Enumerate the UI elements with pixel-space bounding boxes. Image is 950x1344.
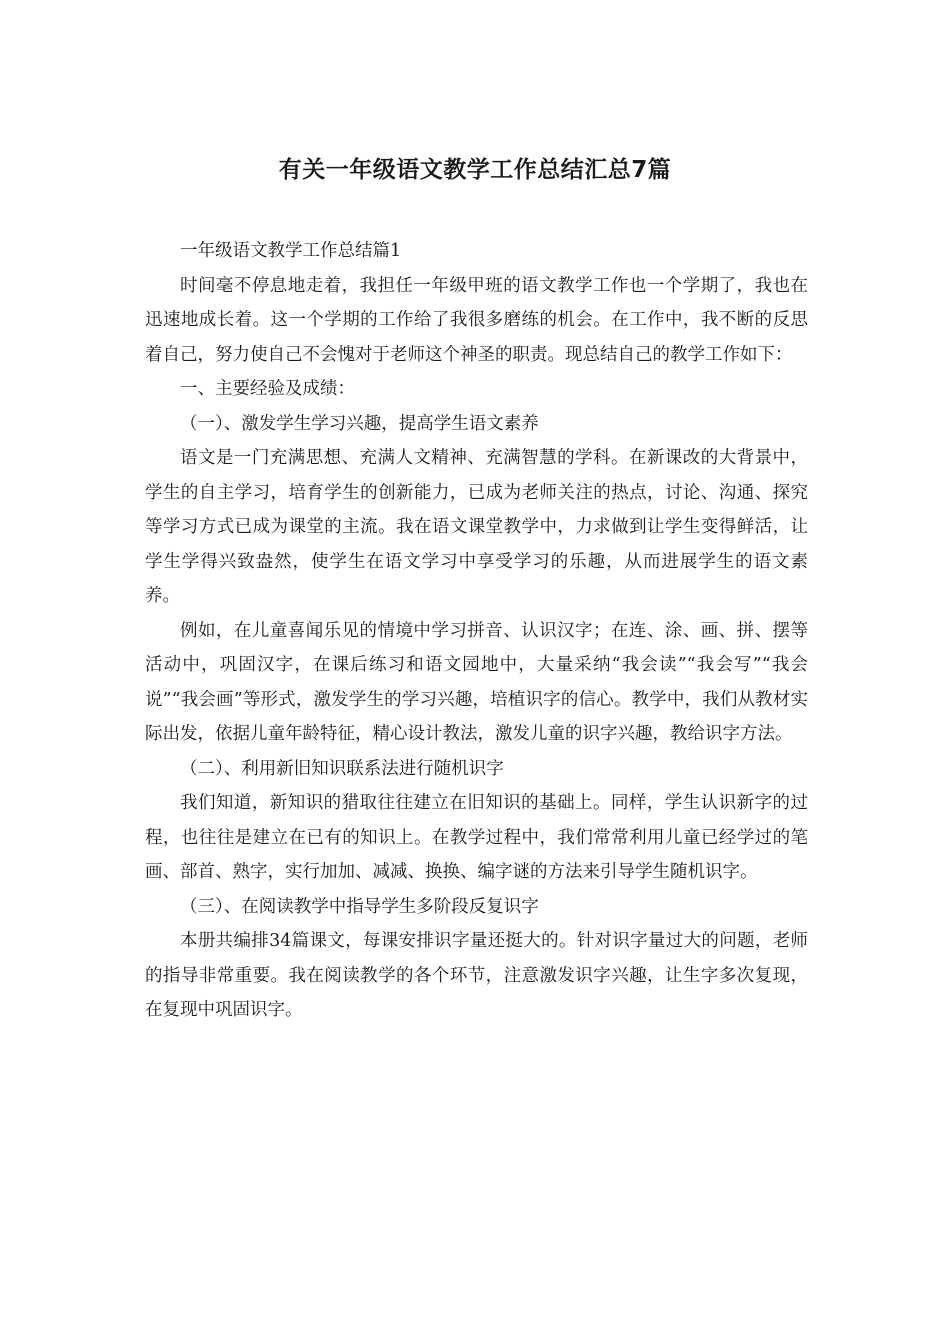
paragraph: 本册共编排34篇课文，每课安排识字量还挺大的。针对识字量过大的问题，老师的指导非常重要。我在阅读教学的各个环节，注意激发识字兴趣，让生字多次复现，在复现中巩固识字。 — [145, 931, 808, 1020]
subsection-heading: （一）、激发学生学习兴趣，提高学生语文素养 — [180, 413, 539, 434]
subsection-heading: （二）、利用新旧知识联系法进行随机识字 — [180, 758, 504, 779]
section-heading: 一、主要经验及成绩： — [180, 379, 355, 399]
document-body — [145, 234, 808, 1028]
paragraph: 我们知道，新知识的猎取往往建立在旧知识的基础上。同样，学生认识新字的过程，也往往是建立在已有的知识上。在教学过程中，我们常常利用儿童已经学过的笔画、部首、熟字，实行加加、减减、换换、编字谜的方法来引导学生随机识字。 — [145, 793, 808, 882]
paragraph: 语文是一门充满思想、充满人文精神、充满智慧的学科。在新课改的大背景中，学生的自主学习，培育学生的创新能力，已成为老师关注的热点，讨论、沟通、探究等学习方式已成为课堂的主流。我在语文课堂教学中，力求做到让学生变得鲜活，让学生学得兴致盎然，使学生在语文学习中享受学习的乐趣，从而进展学生的语文素养。 — [145, 448, 808, 606]
subsection-heading: （三）、在阅读教学中指导学生多阶段反复识字 — [180, 896, 539, 917]
section-heading: 一年级语文教学工作总结篇1 — [180, 241, 402, 261]
document-title: 有关一年级语文教学工作总结汇总7篇 — [278, 157, 672, 183]
paragraph: 例如，在儿童喜闻乐见的情境中学习拼音、认识汉字；在连、涂、画、拼、摆等活动中，巩固汉字，在课后练习和语文园地中，大量采纳“我会读”“我会写”“我会说”“我会画”等形式，激发学生的学习兴趣，培植识字的信心。教学中，我们从教材实际出发，依据儿童年龄特征，精心设计教法，激发儿童的识字兴趣，教给识字方法。 — [145, 620, 808, 744]
paragraph: 时间毫不停息地走着，我担任一年级甲班的语文教学工作也一个学期了，我也在迅速地成长着。这一个学期的工作给了我很多磨练的机会。在工作中，我不断的反思着自己，努力使自己不会愧对于老师这个神圣的职责。现总结自己的教学工作如下： — [145, 275, 808, 365]
